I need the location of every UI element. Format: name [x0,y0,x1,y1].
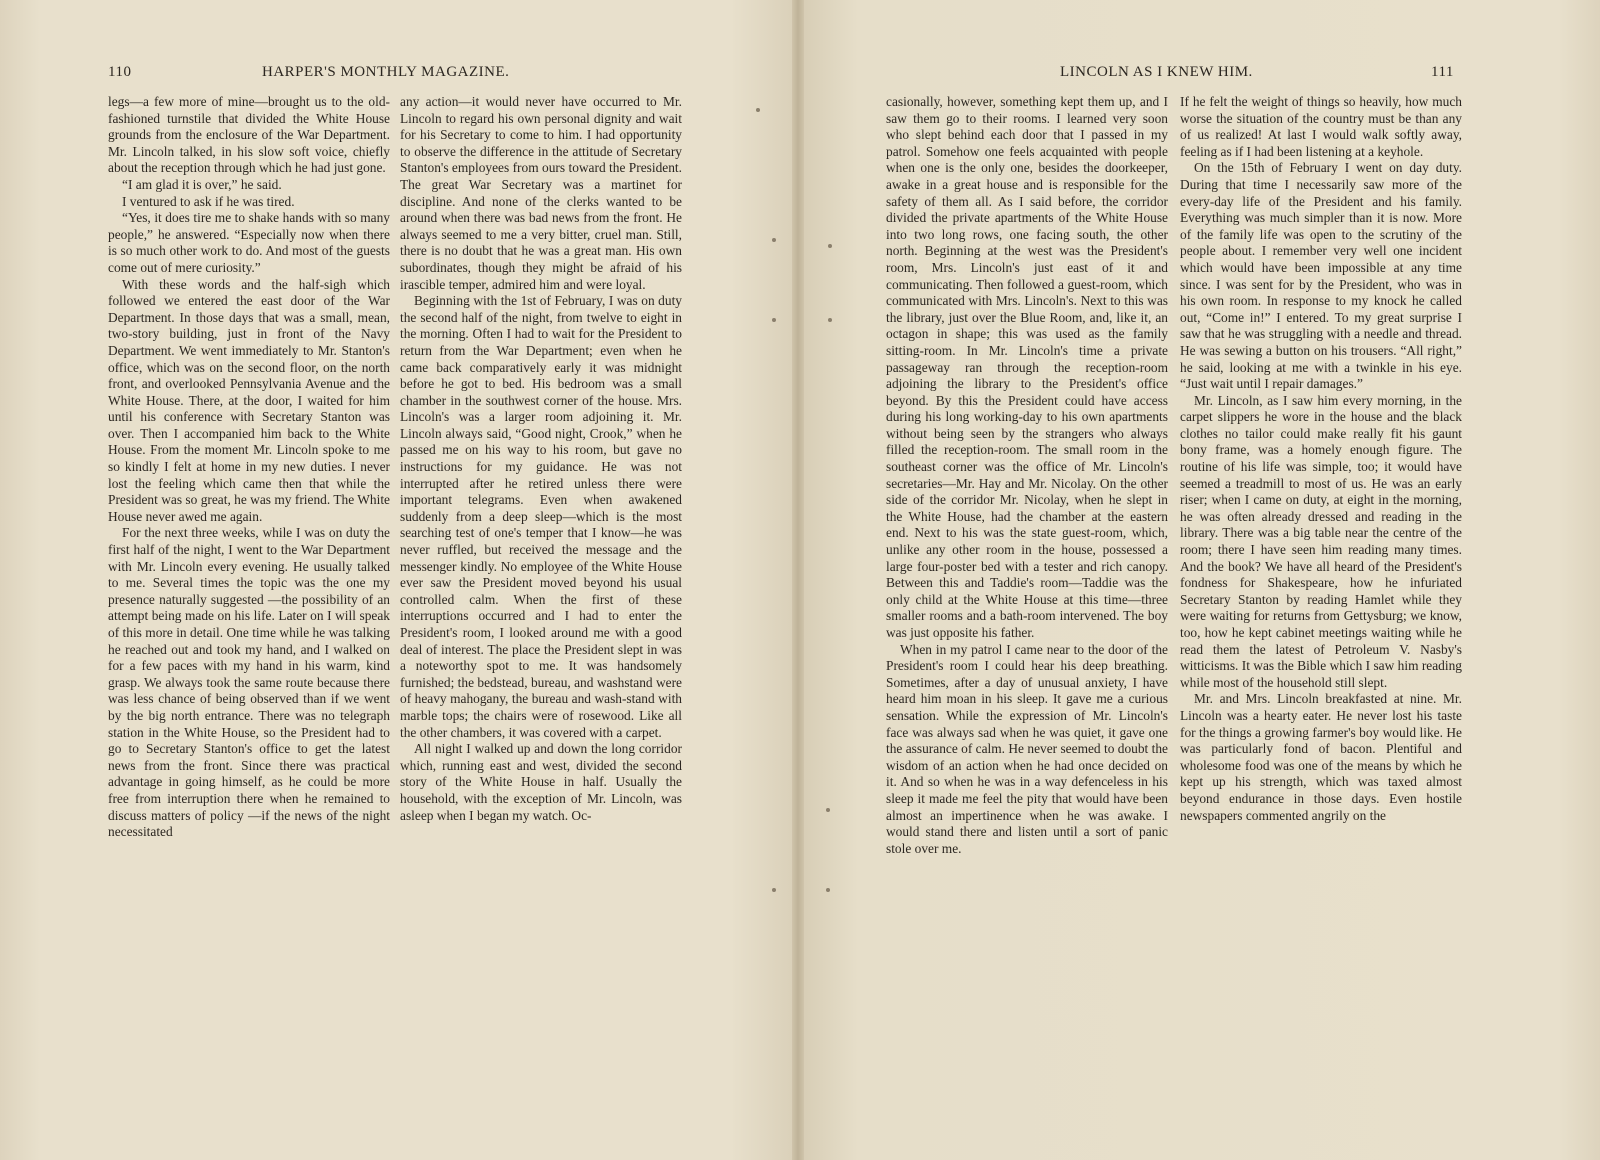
left-page [0,0,798,1160]
paragraph: “Yes, it does tire me to shake hands with so many people,” he answered. “Especially now when there is so much other work to do. And most of the guests come out of mere curiosity.” [108,210,390,275]
right-page [798,0,1600,1160]
paragraph: any action—it would never have occurred to Mr. Lincoln to regard his own personal dignity and wait for his Secretary to come to him. I had opportunity to observe the difference in the attitude of Secretary Stanton's employees from ours toward the President. The great War Secretary was a martinet for discipline. And none of the clerks wanted to be around when there was bad news from the front. He always seemed to me a very bitter, cruel man. Still, there is no doubt that he was a great man. His own subordinates, though they might be afraid of his irascible temper, admired him and were loyal. [400,94,682,292]
paragraph: When in my patrol I came near to the door of the President's room I could hear his deep breathing. Sometimes, after a day of unusual anxiety, I have heard him moan in his sleep. It gave me a curious sensation. While the expression of Mr. Lincoln's face was always sad when he was quiet, it gave one the assurance of calm. He never seemed to doubt the wisdom of an action when he had once decided on it. And so when he was in a way defenceless in his sleep it made me feel the pity that would have been almost an impertinence when he was awake. I would stand there and listen until a sort of panic stole over me. [886,641,1168,856]
paragraph: On the 15th of February I went on day duty. During that time I necessarily saw more of the every-day life of the President and his family. Everything was much simpler than it is now. More of the family life was open to the scrutiny of the people about. I remember very well one incident which would have been impossible at any time since. I was sent for by the President, who was in his own room. In response to my knock he called out, “Come in!” I entered. To my great surprise I saw that he was struggling with a needle and thread. He was sewing a button on his trousers. “All right,” he said, looking at me with a twinkle in his eye. “Just wait until I repair damages.” [1180,160,1462,392]
paragraph: Beginning with the 1st of February, I was on duty the second half of the night, from twelve to eight in the morning. Often I had to wait for the President to return from the War Department; even when he came back comparatively early it was midnight before he got to bed. His bedroom was a small chamber in the southwest corner of the house. Mrs. Lincoln's was a larger room adjoining it. Mr. Lincoln always said, “Good night, Crook,” when he passed me on his way to his room, but gave no instructions for my guidance. He was not interrupted after he retired unless there were important telegrams. Even when awakened suddenly from a deep sleep—which is the most searching test of one's temper that I know—he was never ruffled, but received the message and the messenger kindly. No employee of the White House ever saw the President moved beyond his usual controlled calm. When the first of these interruptions occurred and I had to enter the President's room, I looked around me with a good deal of interest. The place the President slept in was a noteworthy spot to me. It was handsomely furnished; the bedstead, bureau, and washstand were of heavy mahogany, the bureau and wash-stand with marble tops; the chairs were of rosewood. Like all the other chambers, it was covered with a carpet. [400,293,682,740]
paragraph: legs—a few more of mine—brought us to the old-fashioned turnstile that divided the White House grounds from the enclosure of the War Department. Mr. Lincoln talked, in his slow soft voice, chiefly about the reception through which he had just gone. [108,94,390,176]
specks [772,318,776,322]
paragraph: I ventured to ask if he was tired. [122,193,295,209]
specks [772,238,776,242]
paragraph: For the next three weeks, while I was on duty the first half of the night, I went to the War Department with Mr. Lincoln every evening. He usually talked to me. Several times the topic was the one my presence naturally suggested —the possibility of an attempt being made on his life. Later on I will speak of this more in detail. One time while he was talking he reached out and took my hand, and I walked on for a few paces with my hand in his warm, kind grasp. We always took the same route because there was less chance of being observed than if we went by the big north entrance. There was no telegraph station in the White House, so the President had to go to Secretary Stanton's office to get the latest news from the front. Since there was practical advantage in going himself, as he could be more free from interruption there when he remained to discuss matters of policy —if the news of the night necessitated [108,525,390,840]
paragraph: Mr. Lincoln, as I saw him every morning, in the carpet slippers he wore in the house and the black clothes no tailor could make really fit his gaunt bony frame, was a homely enough figure. The routine of his life was simple, too; it would have seemed a treadmill to most of us. He was an early riser; when I came on duty, at eight in the morning, he was often already dressed and reading in the library. There was a big table near the centre of the room; there I have seen him reading many times. And the book? We have all heard of the President's fondness for Shakespeare, how he infuriated Secretary Stanton by reading Hamlet while they were waiting for returns from Gettysburg; we know, too, how he kept cabinet meetings waiting while he read them the latest of Petroleum V. Nasby's witticisms. It was the Bible which I saw him reading while most of the household still slept. [1180,392,1462,690]
paragraph: casionally, however, something kept them up, and I saw them go to their rooms. I learned very soon who slept behind each door that I passed in my patrol. Somehow one feels acquainted with people when one is the only one, besides the doorkeeper, awake in a great house and is responsible for the safety of them all. As I said before, the corridor divided the private apartments of the White House into two long rows, one facing south, the other north. Beginning at the west was the President's room, Mrs. Lincoln's just east of it and communicating. Then followed a guest-room, which communicated with Mrs. Lincoln's. Next to this was the library, just over the Blue Room, and, like it, an octagon in shape; this was used as the family sitting-room. In Mr. Lincoln's time a private passageway ran through the reception-room adjoining the library to the President's office beyond. By this the President could have access during his long working-day to his own apartments without being seen by the strangers who always filled the reception-room. The small room in the southeast corner was the office of Mr. Lincoln's secretaries—Mr. Hay and Mr. Nicolay. On the other side of the corridor Mr. Nicolay, when he slept in the White House, had the chamber at the eastern end. Next to his was the state guest-room, which, unlike any other room in the house, possessed a large four-poster bed with a tester and rich canopy. Between this and Taddie's room—Taddie was the only child at the White House at this time—three smaller rooms and a bath-room intervened. The boy was just opposite his father. [886,94,1168,640]
paragraph: Mr. and Mrs. Lincoln breakfasted at nine. Mr. Lincoln was a hearty eater. He never lost his taste for the things a growing farmer's boy would like. He was particularly fond of bacon. Plentiful and wholesome food was one of the means by which he kept up his strength, which was taxed almost beyond endurance in those days. Even hostile newspapers commented angrily on the [1180,691,1462,823]
left-column-1 [108,94,390,841]
paragraph: All night I walked up and down the long corridor which, running east and west, divided the second story of the White House in half. Usually the household, with the exception of Mr. Lincoln, was asleep when I began my watch. Oc- [400,741,682,823]
paragraph: “I am glad it is over,” he said. [122,176,282,192]
paragraph: With these words and the half-sigh which followed we entered the east door of the War Department. In those days that was a small, mean, two-story building, just in front of the Navy Department. We went immediately to Mr. Stanton's office, which was on the second floor, on the north front, and overlooked Pennsylvania Avenue and the White House. There, at the door, I waited for him until his conference with Secretary Stanton was over. Then I accompanied him back to the White House. From the moment Mr. Lincoln spoke to me so kindly I felt at home in my new duties. I never lost the feeling which came then that while the President was so great, he was my friend. The White House never awed me again. [108,276,390,524]
right-column-1 [886,94,1168,857]
running-head-left: HARPER'S MONTHLY MAGAZINE. [262,64,510,80]
specks [826,888,830,892]
running-head-right: LINCOLN AS I KNEW HIM. [1060,64,1253,80]
binding-gutter [792,0,804,1160]
specks [826,808,830,812]
page-number-right: 111 [1431,64,1454,80]
specks [828,318,832,322]
left-column-2 [400,94,682,824]
paragraph: If he felt the weight of things so heavily, how much worse the situation of the country must be than any of us realized! At last I would walk softly away, feeling as if I had been listening at a keyhole. [1180,94,1462,159]
specks [772,888,776,892]
right-column-2 [1180,94,1462,824]
specks [756,108,760,112]
page-number-left: 110 [108,64,132,80]
specks [828,244,832,248]
